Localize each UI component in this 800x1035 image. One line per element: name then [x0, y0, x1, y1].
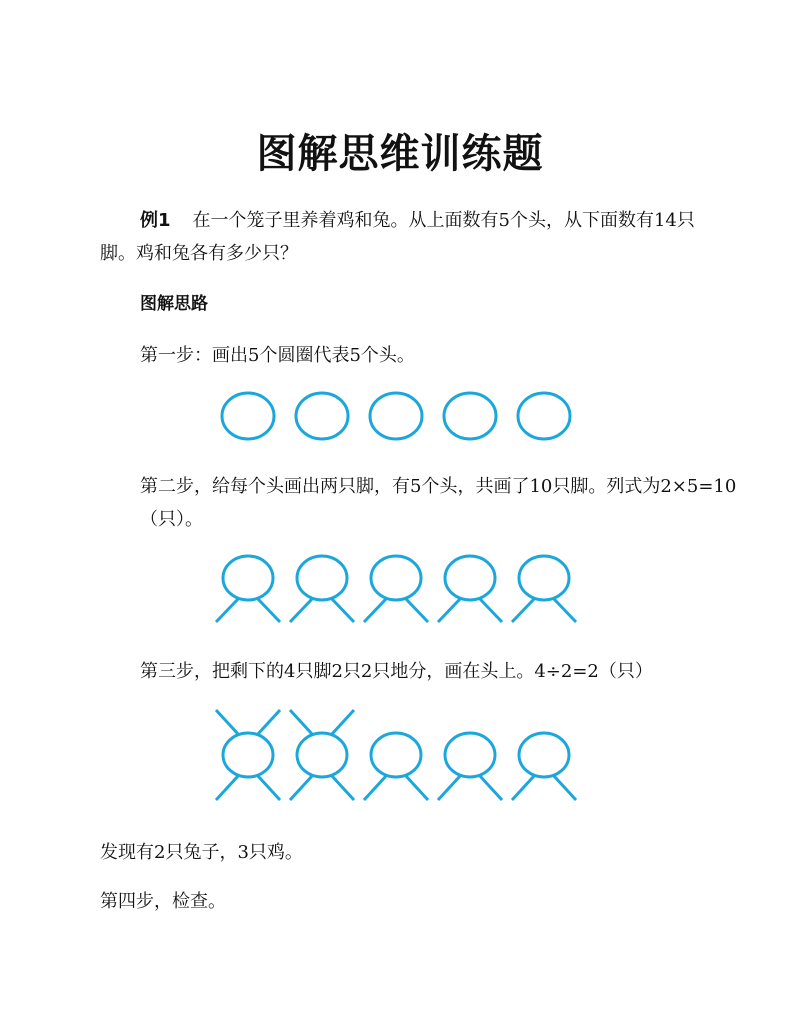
leg-line	[554, 599, 576, 622]
leg-line	[216, 776, 238, 800]
section-heading: 图解思路	[140, 294, 208, 314]
leg-line	[258, 776, 280, 800]
head-circle	[444, 393, 496, 439]
leg-line	[364, 776, 386, 800]
head-circle	[518, 393, 570, 439]
leg-line	[216, 599, 238, 622]
top-leg-line	[332, 710, 354, 734]
rabbit-head	[297, 733, 347, 777]
figure-heads-with-legs	[0, 548, 800, 628]
head-circle	[519, 556, 569, 600]
rabbit-head	[223, 733, 273, 777]
figure-rabbits-and-chickens	[0, 700, 800, 810]
finding-text: 发现有2只兔子，3只鸡。	[100, 842, 303, 863]
example-problem	[100, 204, 710, 270]
leg-line	[438, 599, 460, 622]
chicken-head	[371, 733, 421, 777]
step-4-text: 第四步，检查。	[100, 891, 226, 912]
figure-heads	[0, 385, 800, 450]
chicken-head	[445, 733, 495, 777]
head-circle	[445, 556, 495, 600]
leg-line	[290, 599, 312, 622]
leg-line	[480, 776, 502, 800]
leg-line	[554, 776, 576, 800]
head-circle	[297, 556, 347, 600]
head-circle	[371, 556, 421, 600]
head-circle	[370, 393, 422, 439]
head-circle	[296, 393, 348, 439]
head-circle	[223, 556, 273, 600]
leg-line	[480, 599, 502, 622]
head-circle	[222, 393, 274, 439]
leg-line	[332, 776, 354, 800]
top-leg-line	[258, 710, 280, 734]
leg-line	[364, 599, 386, 622]
leg-line	[406, 776, 428, 800]
step-1-text: 第一步：画出5个圆圈代表5个头。	[140, 345, 415, 366]
top-leg-line	[216, 710, 238, 734]
step-2-text	[100, 470, 750, 536]
example-label: 例1	[140, 210, 171, 231]
leg-line	[290, 776, 312, 800]
leg-line	[512, 776, 534, 800]
page-title: 图解思维训练题	[256, 131, 544, 177]
example-text: 在一个笼子里养着鸡和兔。从上面数有5个头，从下面数有14只脚。鸡和兔各有多少只？	[100, 210, 695, 264]
chicken-head	[519, 733, 569, 777]
step-2-content: 第二步，给每个头画出两只脚，有5个头，共画了10只脚。列式为2×5=10（只）。	[140, 476, 737, 530]
step-3-text: 第三步，把剩下的4只脚2只2只地分，画在头上。4÷2=2（只）	[140, 661, 653, 682]
leg-line	[332, 599, 354, 622]
top-leg-line	[290, 710, 312, 734]
leg-line	[438, 776, 460, 800]
leg-line	[406, 599, 428, 622]
leg-line	[512, 599, 534, 622]
leg-line	[258, 599, 280, 622]
